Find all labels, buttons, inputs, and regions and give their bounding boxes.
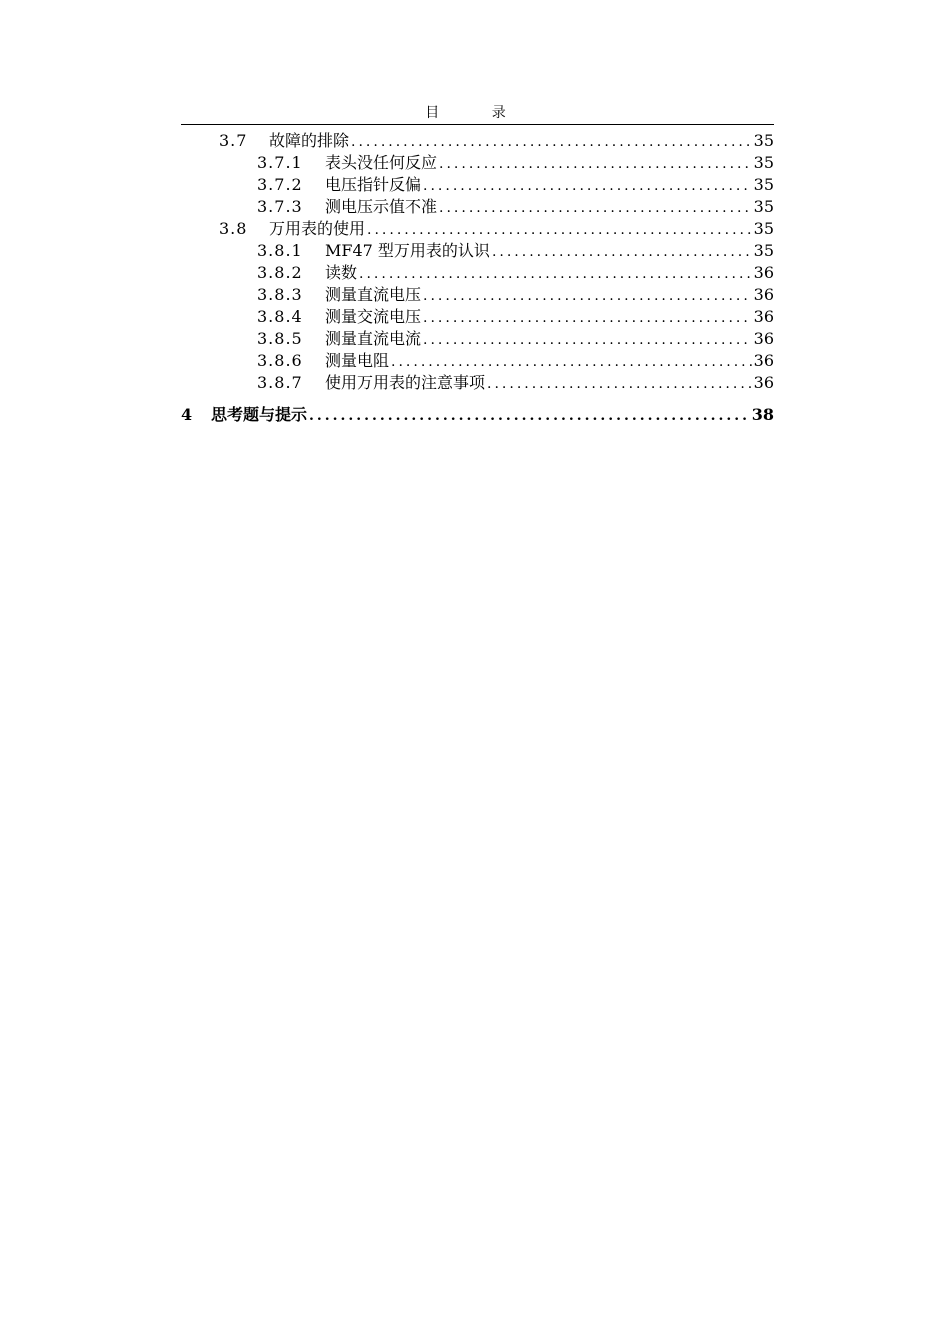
toc-entry[interactable] [181, 404, 774, 426]
dot-leader [423, 329, 752, 351]
toc-title: 测量直流电流 [325, 329, 422, 348]
toc-page-number: 36 [753, 307, 774, 326]
toc-entry[interactable] [181, 372, 774, 394]
toc-entry[interactable] [181, 284, 774, 306]
dot-leader [423, 175, 752, 197]
toc-page-number: 36 [753, 329, 774, 348]
toc-number: 3.8.1 [257, 241, 303, 260]
toc-page-number: 36 [753, 285, 774, 304]
dot-leader [423, 285, 752, 307]
toc-page-number: 35 [753, 197, 774, 216]
toc-title: 测电压示值不准 [325, 197, 438, 216]
dot-leader [391, 351, 752, 373]
toc-page-number: 35 [753, 131, 774, 150]
toc-number: 3.8.6 [257, 351, 303, 370]
toc-page-number: 35 [753, 175, 774, 194]
toc-page-number: 35 [753, 219, 774, 238]
toc-number: 4 [181, 405, 194, 424]
dot-leader [367, 219, 752, 241]
toc-entry[interactable] [181, 218, 774, 240]
toc-number: 3.7 [219, 131, 248, 150]
dot-leader [351, 131, 752, 153]
toc-title: 测量交流电压 [325, 307, 422, 326]
dot-leader [492, 241, 752, 263]
toc-number: 3.8.7 [257, 373, 303, 392]
toc-entry[interactable] [181, 152, 774, 174]
toc-title: 测量直流电压 [325, 285, 422, 304]
dot-leader [359, 263, 752, 285]
toc-title: MF47 型万用表的认识 [325, 241, 490, 260]
toc-title: 故障的排除 [269, 131, 350, 150]
toc-number: 3.8.4 [257, 307, 303, 326]
toc-entry[interactable] [181, 328, 774, 350]
toc-entry[interactable] [181, 306, 774, 328]
toc-entry[interactable] [181, 174, 774, 196]
toc-title: 思考题与提示 [211, 405, 308, 424]
toc-entry[interactable] [181, 350, 774, 372]
toc-title: 表头没任何反应 [325, 153, 438, 172]
toc-entry[interactable] [181, 130, 774, 152]
dot-leader [423, 307, 752, 329]
toc-title: 使用万用表的注意事项 [325, 373, 486, 392]
toc-entry[interactable] [181, 240, 774, 262]
toc-number: 3.8 [219, 219, 248, 238]
toc-page-number: 35 [753, 153, 774, 172]
toc-page-number: 36 [753, 351, 774, 370]
toc-page-number: 38 [751, 405, 774, 424]
toc-entry[interactable] [181, 196, 774, 218]
toc-title: 万用表的使用 [269, 219, 366, 238]
dot-leader [309, 405, 750, 427]
toc-title: 测量电阻 [325, 351, 390, 370]
toc-title: 电压指针反偏 [325, 175, 422, 194]
toc-number: 3.7.1 [257, 153, 303, 172]
dot-leader [439, 153, 752, 175]
dot-leader [487, 373, 752, 395]
toc-page-number: 36 [753, 373, 774, 392]
toc-entry[interactable] [181, 262, 774, 284]
toc-number: 3.8.5 [257, 329, 303, 348]
toc-page-number: 35 [753, 241, 774, 260]
toc-page-number: 36 [753, 263, 774, 282]
page-header: 目 录 [181, 103, 774, 125]
toc-title: 读数 [325, 263, 358, 282]
toc-number: 3.7.2 [257, 175, 303, 194]
toc-number: 3.8.2 [257, 263, 303, 282]
toc-number: 3.7.3 [257, 197, 303, 216]
dot-leader [439, 197, 752, 219]
toc-number: 3.8.3 [257, 285, 303, 304]
